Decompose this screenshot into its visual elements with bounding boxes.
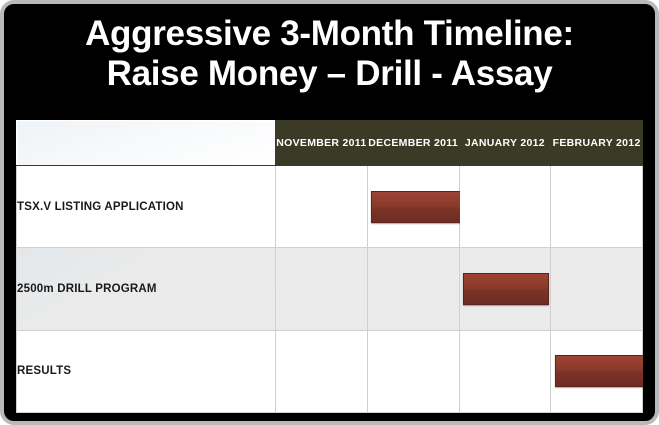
title-line-1: Aggressive 3-Month Timeline:	[85, 14, 574, 53]
cell-january	[459, 166, 551, 248]
gantt-bar-results	[555, 355, 643, 387]
cell-february	[551, 248, 643, 330]
column-header-february: FEBRUARY 2012	[551, 121, 643, 166]
table-header-row	[17, 121, 643, 166]
task-label: TSX.V LISTING APPLICATION	[17, 166, 276, 248]
table-row	[17, 166, 643, 248]
cell-january	[459, 330, 551, 412]
corner-cell	[17, 121, 276, 166]
table-row	[17, 330, 643, 412]
cell-december	[367, 330, 459, 412]
cell-february	[551, 330, 643, 412]
page-title	[4, 4, 655, 101]
gantt-bar-drill-program	[463, 273, 548, 305]
cell-november	[276, 166, 368, 248]
cell-november	[276, 330, 368, 412]
cell-december	[367, 248, 459, 330]
column-header-january: JANUARY 2012	[459, 121, 551, 166]
gantt-chart	[16, 120, 643, 413]
table-row	[17, 248, 643, 330]
task-label: RESULTS	[17, 330, 276, 412]
column-header-november: NOVEMBER 2011	[276, 121, 368, 166]
title-line-2: Raise Money – Drill - Assay	[106, 54, 553, 94]
cell-december	[367, 166, 459, 248]
cell-january	[459, 248, 551, 330]
task-label: 2500m DRILL PROGRAM	[17, 248, 276, 330]
column-header-december: DECEMBER 2011	[367, 121, 459, 166]
cell-february	[551, 166, 643, 248]
cell-november	[276, 248, 368, 330]
gantt-table	[16, 120, 643, 413]
